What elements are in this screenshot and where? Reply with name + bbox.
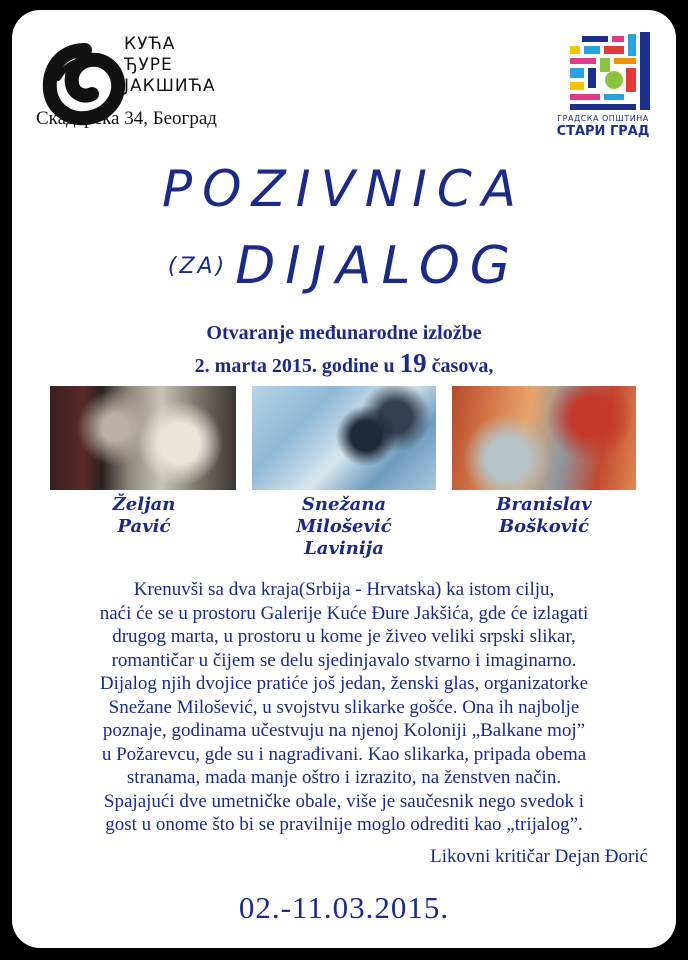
artist-name-milosevic xyxy=(244,494,444,560)
opening-date: 2. marta 2015. godine u xyxy=(194,355,400,377)
artist-name-pavic xyxy=(44,494,244,538)
artist-name-line: Bošković xyxy=(498,516,590,537)
description-line: u Požarevcu, gde su i nagrađivani. Kao slikarka, pripada obema xyxy=(101,743,587,765)
stari-grad-logo-icon xyxy=(564,32,654,114)
institution-line: ЂУРЕ xyxy=(124,55,173,75)
description-line: Krenuvši sa dva kraja(Srbija - Hrvatska) ka istom cilju, xyxy=(133,579,555,600)
description-line: naći će se u prostoru Galerije Kuće Đure Jakšića, gde će izlagati xyxy=(99,602,589,624)
opening-line-2 xyxy=(12,348,676,379)
artwork-image-milosevic xyxy=(252,386,436,490)
opening-line-1: Otvaranje međunarodne izložbe xyxy=(206,322,482,344)
title-za: (ZA) xyxy=(167,253,228,279)
title-dijalog-word: DIJALOG xyxy=(235,236,521,296)
municipality-name: СТАРИ ГРАД xyxy=(556,124,650,139)
artwork-image-pavic xyxy=(50,386,236,490)
artwork-image-boskovic xyxy=(452,386,636,490)
opening-suffix: časova, xyxy=(426,355,494,377)
institution-name xyxy=(124,34,216,97)
description-line: poznaje, godinama učestvuju na njenoj Koloniji „Balkane moj” xyxy=(102,720,586,741)
artist-name-line: Snežana xyxy=(301,494,387,515)
exhibition-dates: 02.-11.03.2015. xyxy=(238,890,450,925)
institution-line: ЈАКШИЋА xyxy=(124,76,216,96)
title-pozivnica: POZIVNICA xyxy=(162,160,526,218)
description-line: stranama, mada manje oštro i izrazito, na ženstven način. xyxy=(126,767,562,788)
critic-signature: Likovni kritičar Dejan Đorić xyxy=(430,846,648,867)
address: Скадарска 34, Београд xyxy=(36,108,217,129)
institution-line: КУЋА xyxy=(124,34,176,54)
municipality-label: ГРАДСКА ОПШТИНА xyxy=(557,114,649,123)
invitation-poster xyxy=(12,10,676,948)
artist-name-line: Pavić xyxy=(117,516,171,537)
artist-name-line: Željan xyxy=(112,494,176,515)
description-text xyxy=(32,578,656,837)
artist-name-boskovic xyxy=(444,494,644,538)
description-line: Spajajući dve umetničke obale, više je saučesnik nego svedok i xyxy=(103,790,585,812)
description-line: Dijalog njih dvojice pratiće još jedan, ženski glas, organizatorke xyxy=(99,673,589,694)
artist-name-line: Branislav xyxy=(496,494,592,515)
description-line: gost u onome što bi se pravilnije moglo odrediti kao „trijalog”. xyxy=(105,814,583,835)
description-line: drugog marta, u prostoru u kome je živeo veliki srpski slikar, xyxy=(112,626,576,647)
description-line: Snežane Milošević, u svojstvu slikarke gošće. Ona ih najbolje xyxy=(108,696,580,718)
opening-hour: 19 xyxy=(399,348,427,378)
description-line: romantičar u čijem se delu sjedinjavalo stvarno i imaginarno. xyxy=(111,649,577,671)
artist-name-line: Lavinija xyxy=(304,538,384,559)
title-dijalog xyxy=(12,236,676,296)
artist-name-line: Milošević xyxy=(296,516,392,537)
